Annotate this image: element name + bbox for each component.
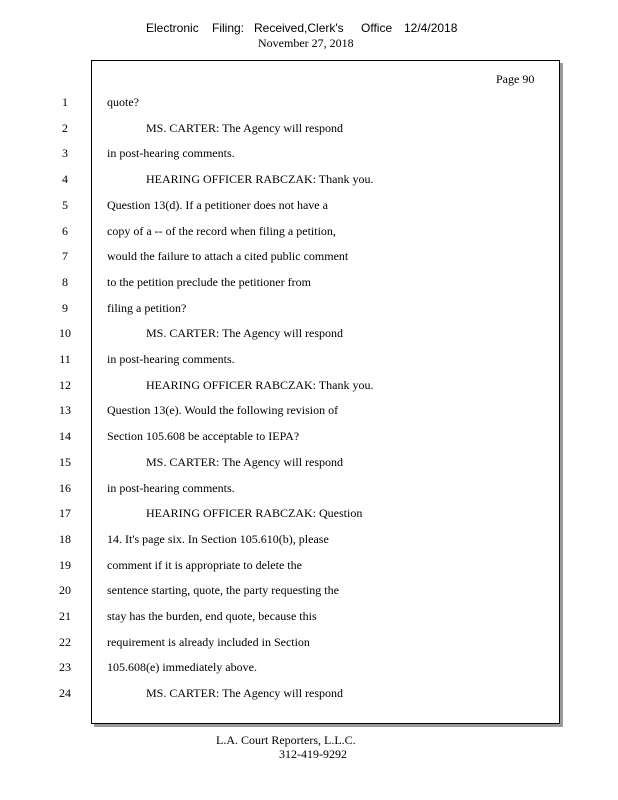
transcript-line: HEARING OFFICER RABCZAK: Thank you. [146, 172, 374, 187]
transcript-line: HEARING OFFICER RABCZAK: Question [146, 506, 363, 521]
page-number: Page 90 [496, 72, 535, 86]
transcript-line: in post-hearing comments. [107, 146, 235, 161]
footer-phone: 312-419-9292 [279, 747, 347, 761]
line-number: 14 [59, 429, 71, 444]
line-number: 15 [59, 454, 71, 469]
line-number: 20 [59, 583, 71, 598]
transcript-line: in post-hearing comments. [107, 352, 235, 366]
transcript-line: stay has the burden, end quote, because this [107, 609, 317, 623]
transcript-line: Question 13(e). Would the following revision of [107, 403, 339, 418]
line-number: 12 [59, 377, 71, 392]
filing-stamp-date: 12/4/2018 [404, 21, 458, 35]
footer-company: L.A. Court Reporters, L.L.C. [216, 733, 356, 747]
transcript-line: to the petition preclude the petitioner from [107, 274, 311, 289]
line-number: 6 [62, 223, 68, 238]
transcript-line: Section 105.608 be acceptable to IEPA? [107, 429, 300, 444]
line-number: 16 [59, 480, 71, 495]
filing-stamp-office: Office [361, 21, 393, 35]
line-number: 19 [59, 557, 71, 572]
transcript-line: MS. CARTER: The Agency will respond [146, 326, 344, 341]
line-number: 24 [59, 686, 71, 701]
line-number: 1 [62, 95, 68, 109]
transcript-line: in post-hearing comments. [107, 480, 235, 495]
transcript-line: 105.608(e) immediately above. [107, 660, 257, 675]
hearing-date: November 27, 2018 [258, 36, 354, 50]
line-number: 9 [62, 300, 68, 315]
line-number: 18 [59, 531, 71, 546]
filing-stamp-electronic: Electronic [146, 21, 199, 35]
transcript-line: comment if it is appropriate to delete the [107, 557, 302, 572]
transcript-line: 14. It's page six. In Section 105.610(b), please [107, 531, 329, 546]
line-number: 13 [59, 403, 71, 418]
line-number: 17 [59, 506, 71, 521]
line-number: 22 [59, 634, 71, 649]
transcript-line: MS. CARTER: The Agency will respond [146, 454, 344, 469]
line-number: 23 [59, 660, 71, 675]
line-number: 21 [59, 609, 71, 623]
filing-stamp-filing: Filing: [212, 21, 245, 35]
transcript-line: would the failure to attach a cited public comment [107, 249, 349, 264]
line-number: 11 [59, 352, 71, 366]
transcript-line: requirement is already included in Section [107, 634, 310, 649]
transcript-line: copy of a -- of the record when filing a petition, [107, 223, 336, 238]
transcript-line: MS. CARTER: The Agency will respond [146, 686, 344, 701]
line-number: 4 [62, 172, 68, 187]
transcript-line: quote? [107, 95, 139, 109]
transcript-line: sentence starting, quote, the party requesting the [107, 583, 339, 598]
transcript-line: filing a petition? [107, 300, 187, 315]
line-number: 3 [62, 146, 68, 161]
line-number: 5 [62, 197, 68, 212]
filing-stamp-received: Received,Clerk's [254, 21, 344, 35]
transcript-line: Question 13(d). If a petitioner does not have a [107, 197, 328, 212]
transcript-line: MS. CARTER: The Agency will respond [146, 120, 344, 135]
line-number: 7 [62, 249, 68, 264]
line-number: 8 [62, 274, 68, 289]
line-number: 10 [59, 326, 71, 341]
transcript-line: HEARING OFFICER RABCZAK: Thank you. [146, 377, 374, 392]
line-number: 2 [62, 120, 68, 135]
